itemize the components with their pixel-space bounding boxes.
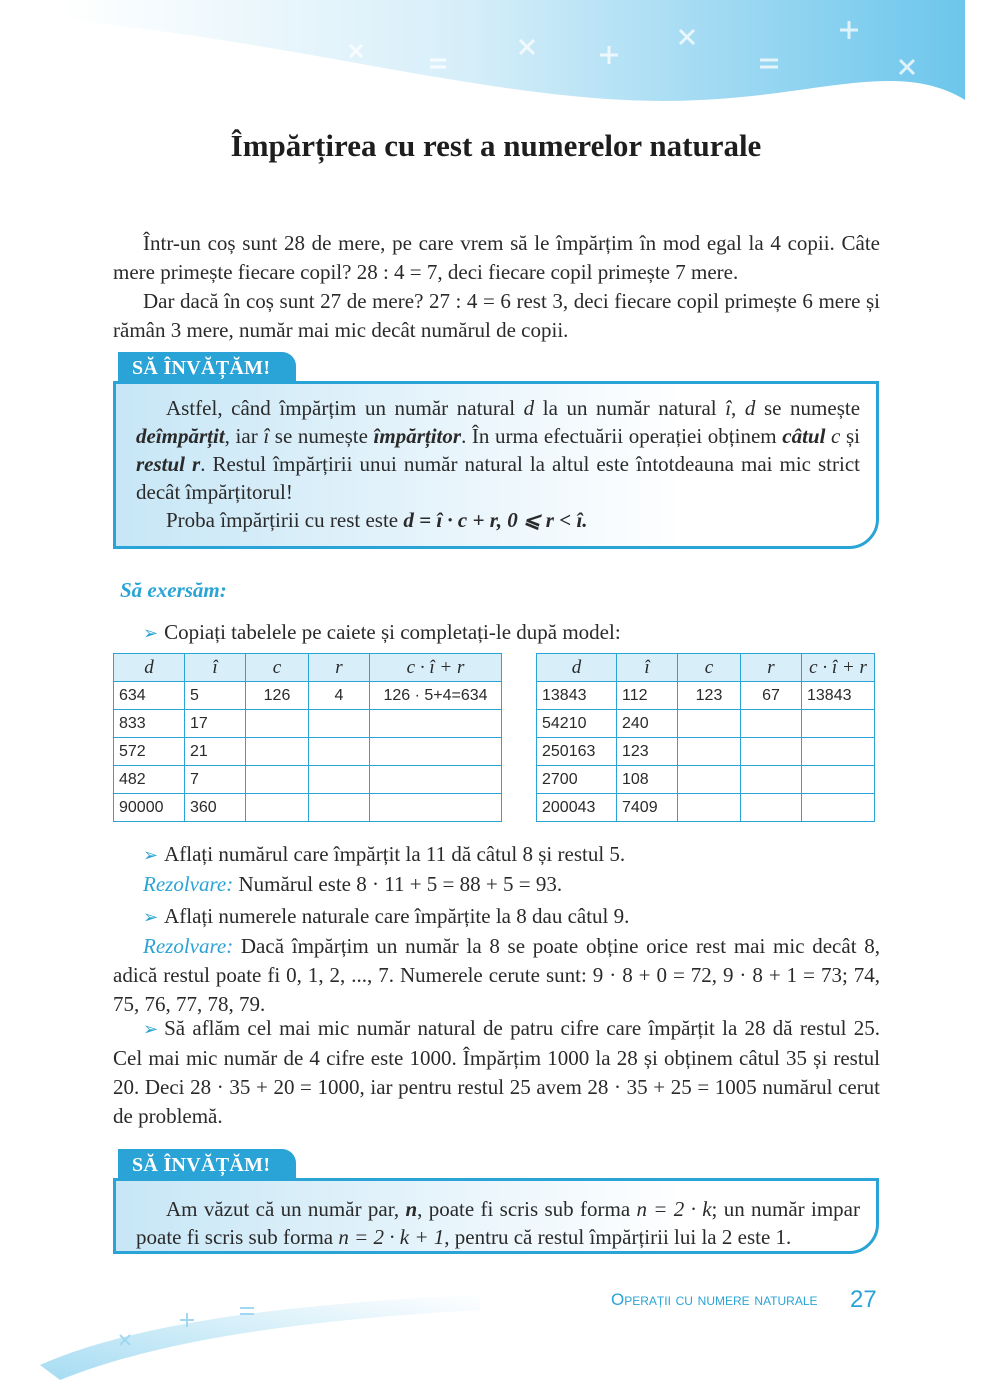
exercise-1-statement: [113, 840, 880, 870]
var-i: î: [263, 424, 270, 448]
cell: 126 · 5+4=634: [370, 682, 502, 710]
text-run: ; un număr impar poate fi scris sub forma: [136, 1197, 860, 1249]
arrow-bullet-icon: ➢: [143, 907, 159, 927]
var-d: d: [523, 396, 535, 420]
page-title: Împărțirea cu rest a numerelor naturale: [230, 128, 762, 163]
instruction-text: Copiați tabelele pe caiete și completați-le după model:: [164, 620, 621, 644]
table-header-row: [114, 654, 502, 682]
table-header-row: [537, 654, 875, 682]
learn-tab: SĂ ÎNVĂȚĂM!: [118, 1149, 296, 1180]
formula-even: n = 2 · k: [636, 1197, 712, 1221]
cell: [802, 710, 875, 738]
cell: [246, 794, 309, 822]
cell: [678, 766, 741, 794]
cell: 634: [114, 682, 185, 710]
table-row: [114, 710, 502, 738]
exercise-text: Aflați numerele naturale care împărțite la 8 dau câtul 9.: [164, 904, 630, 928]
column-header: c · î + r: [802, 654, 875, 682]
exercise-2-statement: [113, 902, 880, 932]
proof-text: [136, 506, 860, 534]
cell: [370, 794, 502, 822]
table-row: [537, 794, 875, 822]
term-catul: câtul: [782, 424, 826, 448]
table-row: [114, 682, 502, 710]
learn-box-definition: [113, 381, 879, 549]
exercise-3: [113, 1014, 880, 1131]
column-header: d: [114, 654, 185, 682]
text-run: , poate fi scris sub forma: [417, 1197, 637, 1221]
cell: 126: [246, 682, 309, 710]
cell: [678, 738, 741, 766]
term-restul: restul r: [136, 452, 201, 476]
proof-formula: d = î · c + r, 0 ⩽ r < î.: [403, 508, 588, 532]
exercise-1: [113, 840, 880, 899]
arrow-bullet-icon: ➢: [143, 1019, 159, 1039]
table-row: [114, 738, 502, 766]
text-run: se numește: [269, 424, 374, 448]
exercise-2: [113, 902, 880, 1019]
text-run: Proba împărțirii cu rest este: [166, 508, 404, 532]
solution-label: Rezolvare:: [143, 872, 234, 896]
text-run: . În urma efectuării operației obținem: [461, 424, 783, 448]
cell: 200043: [537, 794, 617, 822]
cell: [741, 794, 802, 822]
cell: 13843: [802, 682, 875, 710]
formula-odd: n = 2 · k + 1: [338, 1225, 445, 1249]
cell: 17: [185, 710, 246, 738]
table-row: [537, 682, 875, 710]
table-right: [536, 653, 875, 822]
term-impartitor: împărțitor: [373, 424, 462, 448]
cell: 5: [185, 682, 246, 710]
column-header: î: [617, 654, 678, 682]
cell: [246, 710, 309, 738]
table-row: [537, 710, 875, 738]
bottom-decoration: [0, 1270, 520, 1389]
arrow-bullet-icon: ➢: [143, 845, 159, 865]
cell: 482: [114, 766, 185, 794]
cell: [309, 766, 370, 794]
exercise-1-solution: [113, 870, 880, 899]
exercise-2-solution: [113, 932, 880, 1019]
cell: 90000: [114, 794, 185, 822]
cell: 250163: [537, 738, 617, 766]
exercise-instruction: [143, 620, 621, 645]
cell: 572: [114, 738, 185, 766]
cell: 21: [185, 738, 246, 766]
cell: [678, 794, 741, 822]
cell: 7409: [617, 794, 678, 822]
column-header: c: [246, 654, 309, 682]
cell: [246, 738, 309, 766]
cell: 54210: [537, 710, 617, 738]
cell: [370, 766, 502, 794]
column-header: c: [678, 654, 741, 682]
cell: 7: [185, 766, 246, 794]
top-decoration: [0, 0, 992, 130]
text-run: Am văzut că un număr par,: [166, 1197, 406, 1221]
column-header: d: [537, 654, 617, 682]
parity-text: [136, 1195, 860, 1251]
cell: 13843: [537, 682, 617, 710]
text-run: Astfel, când împărțim un număr natural: [166, 396, 524, 420]
exercise-text: Aflați numărul care împărțit la 11 dă câtul 8 și restul 5.: [164, 842, 626, 866]
cell: [309, 710, 370, 738]
cell: [741, 766, 802, 794]
definition-text: [136, 394, 860, 506]
learn-box-parity: [113, 1178, 879, 1254]
exercise-text: Să aflăm cel mai mic număr natural de patru cifre care împărțit la 28 dă restul 25. Cel mai mic număr de 4 cifre este 1000. Împărțim 1000 la 28 și obținem câtul 35 și restul 20. Deci 28 · 35 + 20 = 1000, iar pentru restul 25 avem 28 · 35 + 25 = 1005 numărul cerut de problemă.: [113, 1016, 880, 1128]
var-d: d: [744, 396, 756, 420]
var-n: n: [405, 1197, 418, 1221]
text-run: la un număr natural: [534, 396, 726, 420]
cell: [678, 710, 741, 738]
text-run: se numește: [755, 396, 861, 420]
var-i: î: [725, 396, 732, 420]
solution-label: Rezolvare:: [143, 934, 234, 958]
cell: 123: [617, 738, 678, 766]
column-header: î: [185, 654, 246, 682]
cell: [370, 710, 502, 738]
text-run: ,: [731, 396, 745, 420]
cell: [741, 738, 802, 766]
term-deimpartit: deîmpărțit: [136, 424, 225, 448]
cell: [802, 738, 875, 766]
cell: [741, 710, 802, 738]
table-row: [114, 794, 502, 822]
cell: 2700: [537, 766, 617, 794]
cell: 833: [114, 710, 185, 738]
table-row: [537, 766, 875, 794]
cell: [802, 766, 875, 794]
cell: [309, 738, 370, 766]
column-header: c · î + r: [370, 654, 502, 682]
cell: [370, 738, 502, 766]
cell: 360: [185, 794, 246, 822]
cell: 67: [741, 682, 802, 710]
table-left: [113, 653, 502, 822]
solution-text: Dacă împărțim un număr la 8 se poate obține orice rest mai mic decât 8, adică restul poate fi 0, 1, 2, ..., 7. Numerele cerute sunt: 9 · 8 + 0 = 72, 9 · 8 + 1 = 73; 74, 75, 76, 77, 78, 79.: [113, 934, 880, 1016]
footer-section-title: Operații cu numere naturale: [611, 1290, 818, 1309]
intro-paragraph-2: Dar dacă în coș sunt 27 de mere? 27 : 4 = 6 rest 3, deci fiecare copil primește 6 mere și rămân 3 mere, număr mai mic decât numărul de copii.: [113, 289, 880, 342]
page-number: 27: [850, 1286, 877, 1313]
cell: 123: [678, 682, 741, 710]
cell: [246, 766, 309, 794]
exercise-heading: Să exersăm:: [120, 578, 227, 602]
cell: 108: [617, 766, 678, 794]
arrow-bullet-icon: ➢: [143, 623, 159, 643]
solution-text: Numărul este 8 · 11 + 5 = 88 + 5 = 93.: [233, 872, 563, 896]
cell: 240: [617, 710, 678, 738]
var-c: c: [825, 424, 841, 448]
text-run: și: [840, 424, 861, 448]
text-run: . Restul împărțirii unui număr natural la altul este întotdeauna mai mic strict decât împărțitorul!: [136, 452, 860, 504]
text-run: , pentru că restul împărțirii lui la 2 este 1.: [444, 1225, 792, 1249]
text-run: , iar: [224, 424, 264, 448]
column-header: r: [309, 654, 370, 682]
learn-tab: SĂ ÎNVĂȚĂM!: [118, 352, 296, 383]
cell: 112: [617, 682, 678, 710]
cell: [309, 794, 370, 822]
table-row: [114, 766, 502, 794]
table-row: [537, 738, 875, 766]
cell: [802, 794, 875, 822]
intro-paragraph-1: Într-un coș sunt 28 de mere, pe care vrem să le împărțim în mod egal la 4 copii. Câte mere primește fiecare copil? 28 : 4 = 7, deci fiecare copil primește 7 mere.: [113, 231, 880, 284]
column-header: r: [741, 654, 802, 682]
cell: 4: [309, 682, 370, 710]
